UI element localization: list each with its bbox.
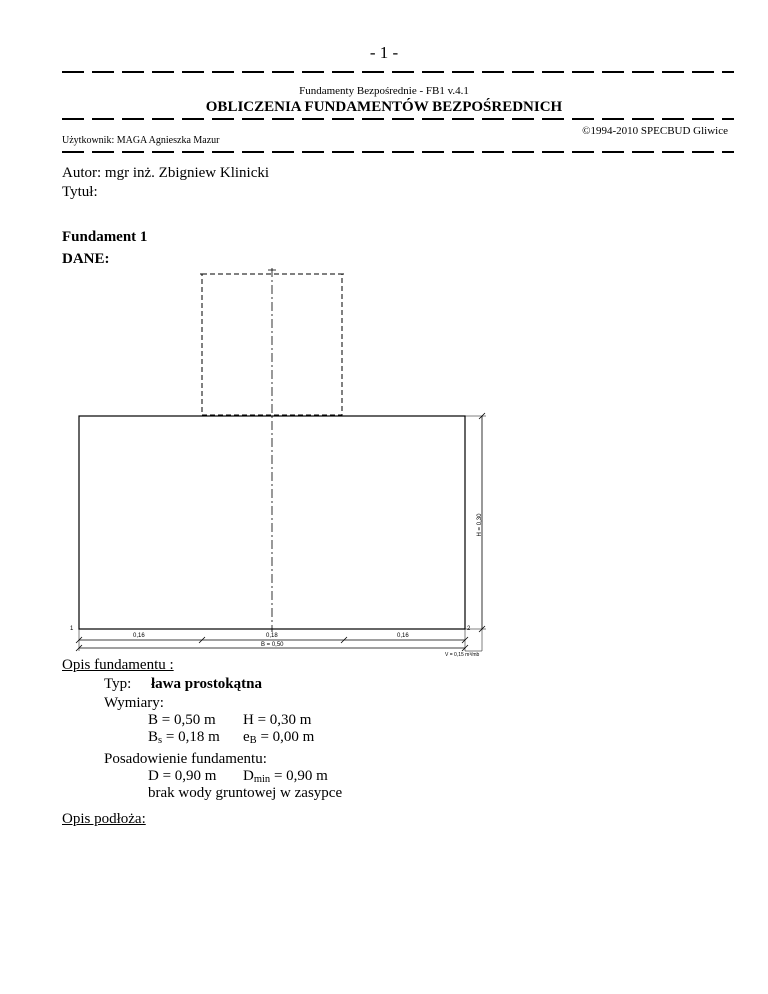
dimension-B: B = 0,50 m (148, 712, 216, 728)
foundation-label: Posadowienie fundamentu: (104, 751, 267, 767)
water-note: brak wody gruntowej w zasypce (148, 785, 343, 801)
type-label: Typ: (104, 676, 132, 692)
dimension-Bs: $B_s = 0,18$ m (148, 729, 220, 746)
depth-D: D = 0,90 m (148, 768, 217, 784)
corner-label: 2 (467, 626, 471, 632)
user-name: MAGA Agnieszka Mazur (116, 135, 220, 146)
user-label: Użytkownik: (62, 135, 115, 146)
document-title: OBLICZENIA FUNDAMENTÓW BEZPOŚREDNICH (205, 99, 563, 115)
type-value: ława prostokątna (151, 676, 262, 692)
corner-label: 1 (70, 626, 74, 632)
program-name: Fundamenty Bezpośrednie - FB1 v.4.1 (299, 85, 469, 97)
depth-Dmin: $D_{min} = 0,90$ m (243, 768, 328, 785)
dimensions-label: Wymiary: (104, 695, 164, 711)
subsoil-heading: Opis podłoża: (62, 811, 146, 827)
page-number: - 1 - (369, 43, 399, 62)
author: Autor: mgr inż. Zbigniew Klinicki (62, 165, 270, 181)
total-width-label: B = 0,50 (261, 642, 284, 648)
dimension-label: 0,16 (397, 633, 409, 639)
description-heading: Opis fundamentu : (62, 657, 174, 673)
dimension-label: 0,16 (133, 633, 145, 639)
title-label: Tytuł: (62, 184, 98, 200)
height-label: H = 0,30 (477, 513, 483, 537)
dimension-eB: $e_B = 0,00$ m (243, 729, 315, 746)
dimension-label: 0,18 (266, 633, 278, 639)
dane-label: DANE: (62, 251, 110, 267)
section-title: Fundament 1 (62, 229, 148, 245)
copyright: ©1994-2010 SPECBUD Gliwice (582, 125, 728, 137)
volume-label: V = 0,15 m³/mb (445, 652, 480, 658)
dimension-H: H = 0,30 m (243, 712, 312, 728)
